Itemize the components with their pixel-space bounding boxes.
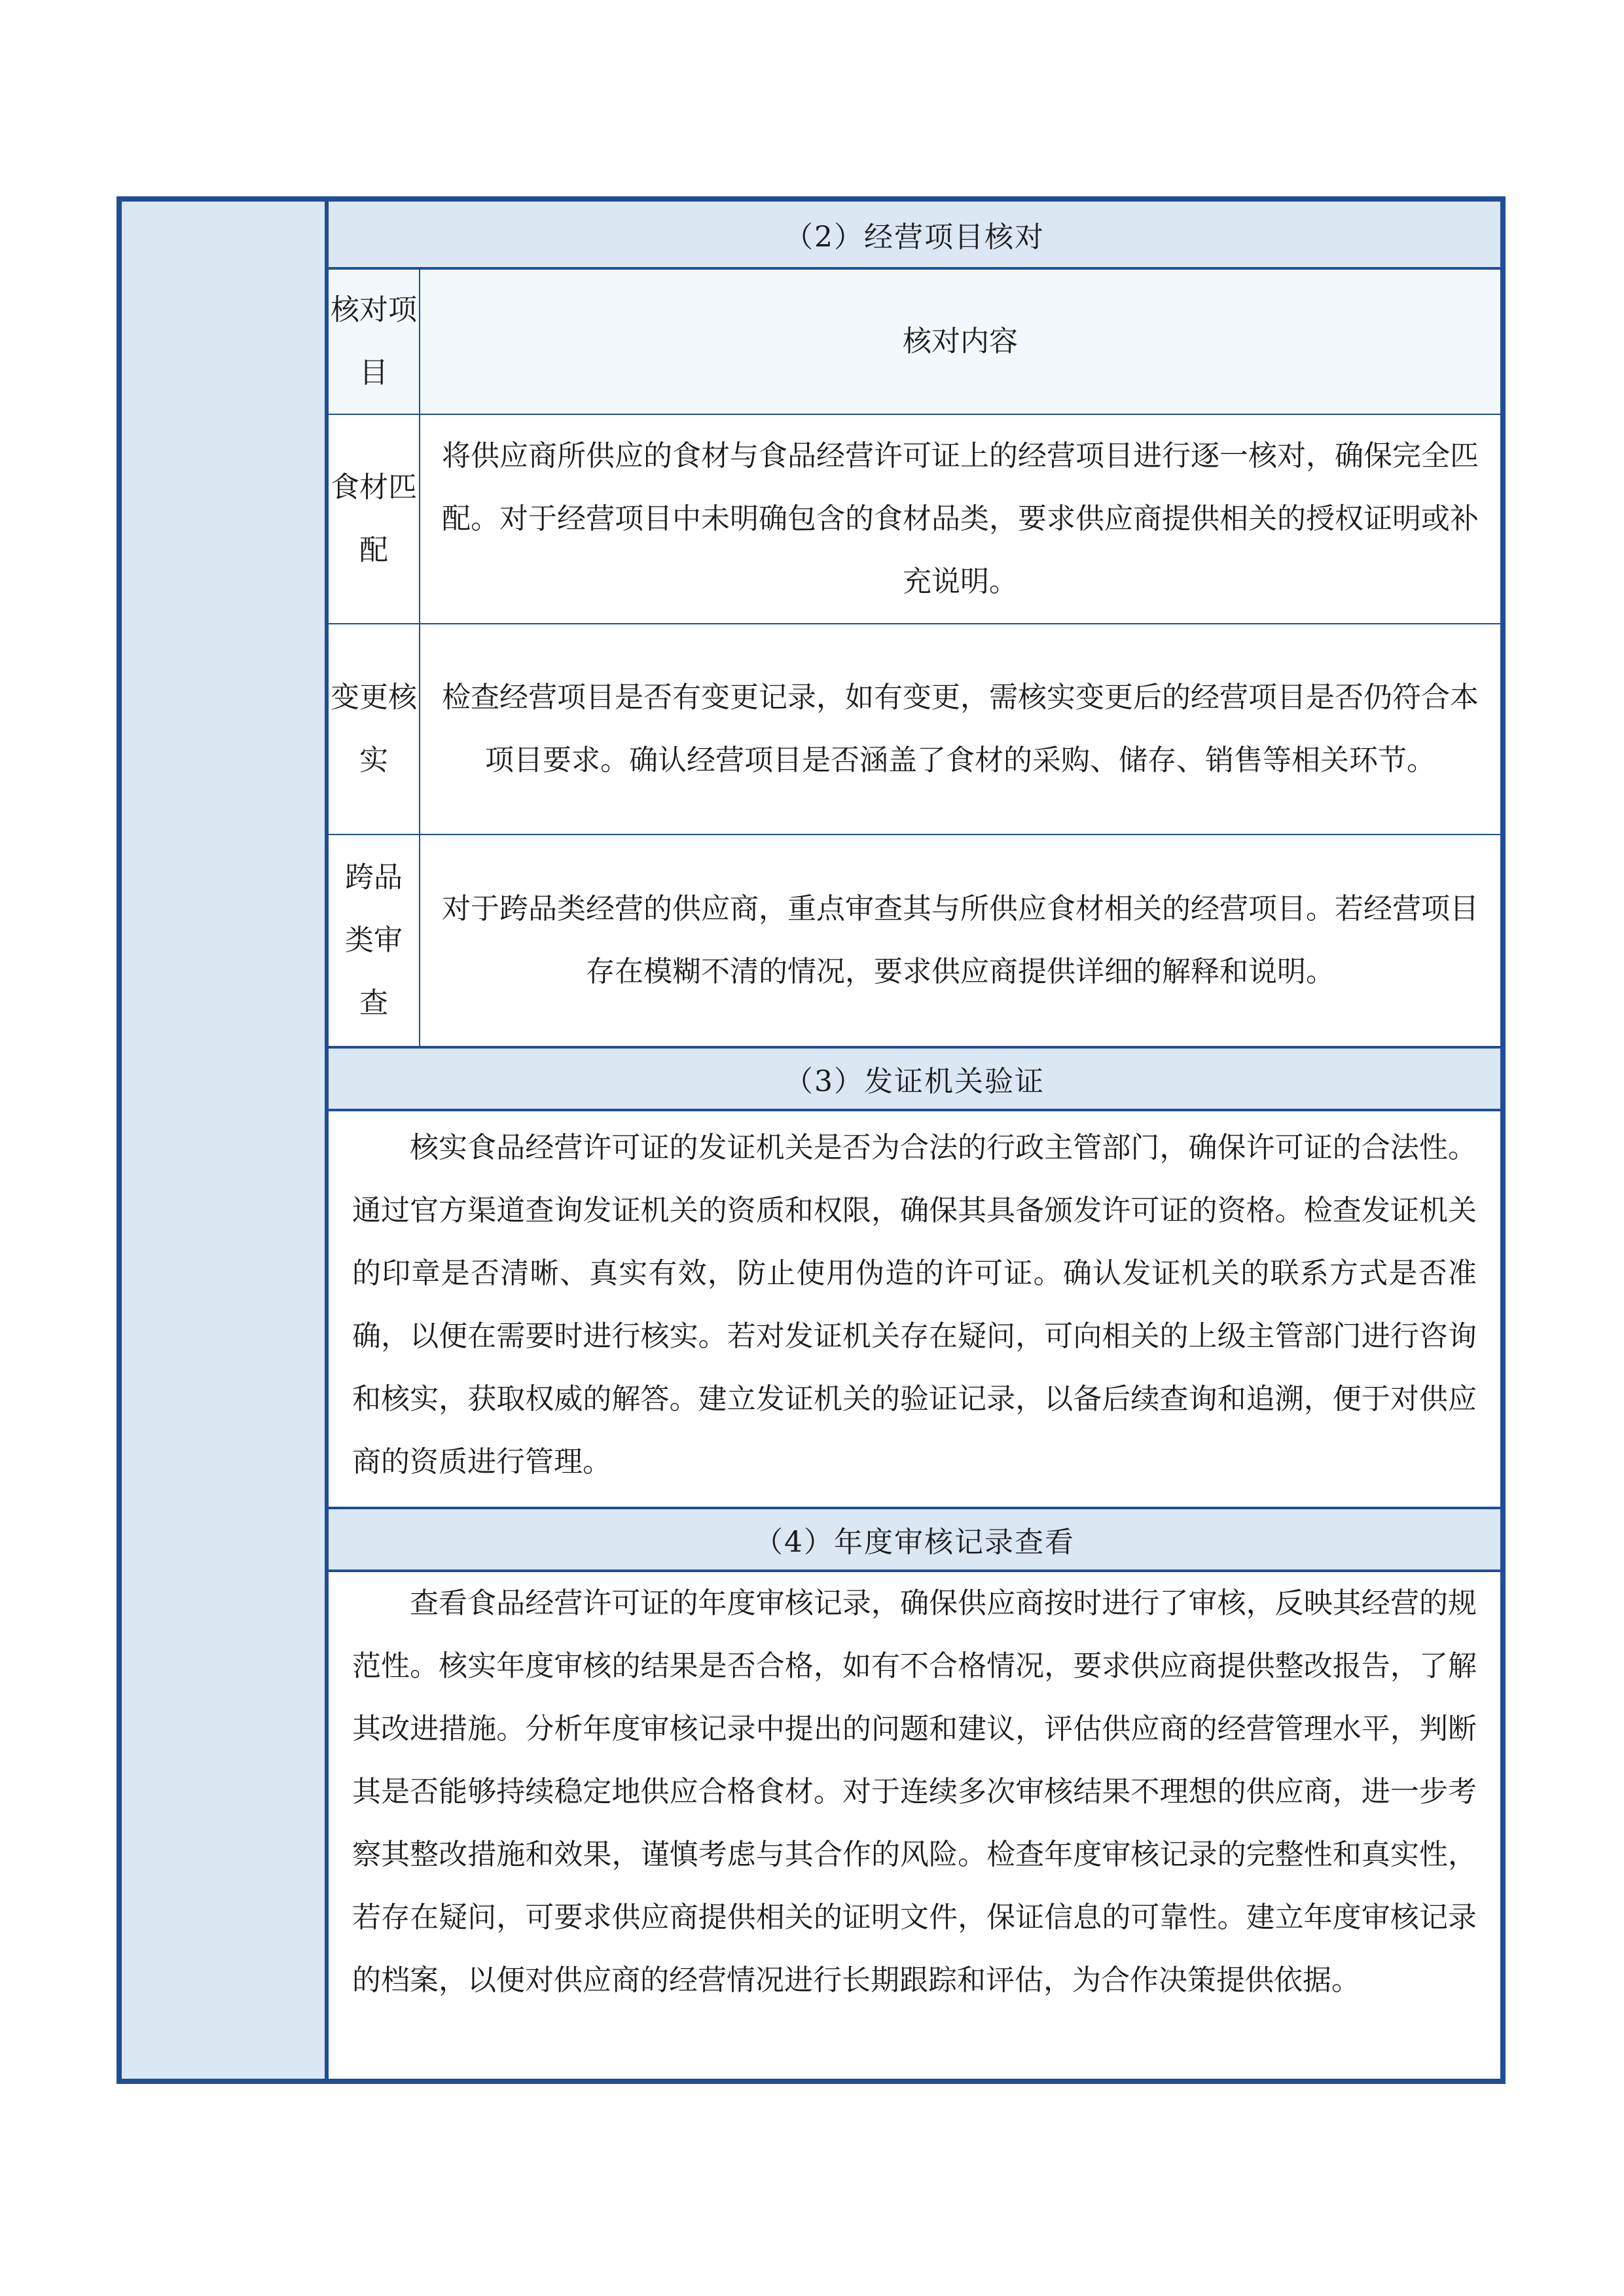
section4-paragraph: 查看食品经营许可证的年度审核记录，确保供应商按时进行了审核，反映其经营的规范性。核实年度审核的结果是否合格，如有不合格情况，要求供应商提供整改报告，了解其改进措施。分析年度审核记录中提出的问题和建议，评估供应商的经营管理水平，判断其是否能够持续稳定地供应合格食材。对于连续多次审核结果不理想的供应商，进一步考察其整改措施和效果，谨慎考虑与其合作的风险。检查年度审核记录的完整性和真实性，若存在疑问，可要求供应商提供相关的证明文件，保证信息的可靠性。建立年度审核记录的档案，以便对供应商的经营情况进行长期跟踪和评估，为合作决策提供依据。 (352, 1587, 1477, 1997)
table-row (329, 835, 1500, 1046)
row-content: 对于跨品类经营的供应商，重点审查其与所供应食材相关的经营项目。若经营项目存在模糊不清的情况，要求供应商提供详细的解释和说明。 (442, 892, 1479, 988)
row-content: 将供应商所供应的食材与食品经营许可证上的经营项目进行逐一核对，确保完全匹配。对于经营项目中未明确包含的食材品类，要求供应商提供相关的授权证明或补充说明。 (442, 439, 1479, 598)
table-row (329, 624, 1500, 835)
row-label: 食材匹配 (329, 415, 420, 623)
section4-title: （4）年度审核记录查看 (329, 1507, 1500, 1572)
row-label: 变更核实 (329, 624, 420, 834)
header-content: 核对内容 (903, 325, 1018, 358)
header-label: 核对项目 (329, 270, 420, 414)
section3-paragraph: 核实食品经营许可证的发证机关是否为合法的行政主管部门，确保许可证的合法性。通过官方渠道查询发证机关的资质和权限，确保其具备颁发许可证的资格。检查发证机关的印章是否清晰、真实有效，防止使用伪造的许可证。确认发证机关的联系方式是否准确，以便在需要时进行核实。若对发证机关存在疑问，可向相关的上级主管部门进行咨询和核实，获取权威的解答。建立发证机关的验证记录，以备后续查询和追溯，便于对供应商的资质进行管理。 (352, 1131, 1477, 1479)
table-header-row (329, 270, 1500, 415)
row-label: 跨品类审查 (329, 835, 420, 1046)
row-content: 检查经营项目是否有变更记录，如有变更，需核实变更后的经营项目是否仍符合本项目要求。确认经营项目是否涵盖了食材的采购、储存、销售等相关环节。 (442, 681, 1479, 777)
left-column (122, 202, 329, 2079)
table-row (329, 415, 1500, 624)
section2-title: （2）经营项目核对 (329, 202, 1500, 270)
content-table (117, 196, 1506, 2084)
section3-title: （3）发证机关验证 (329, 1046, 1500, 1111)
right-column (329, 202, 1500, 2079)
